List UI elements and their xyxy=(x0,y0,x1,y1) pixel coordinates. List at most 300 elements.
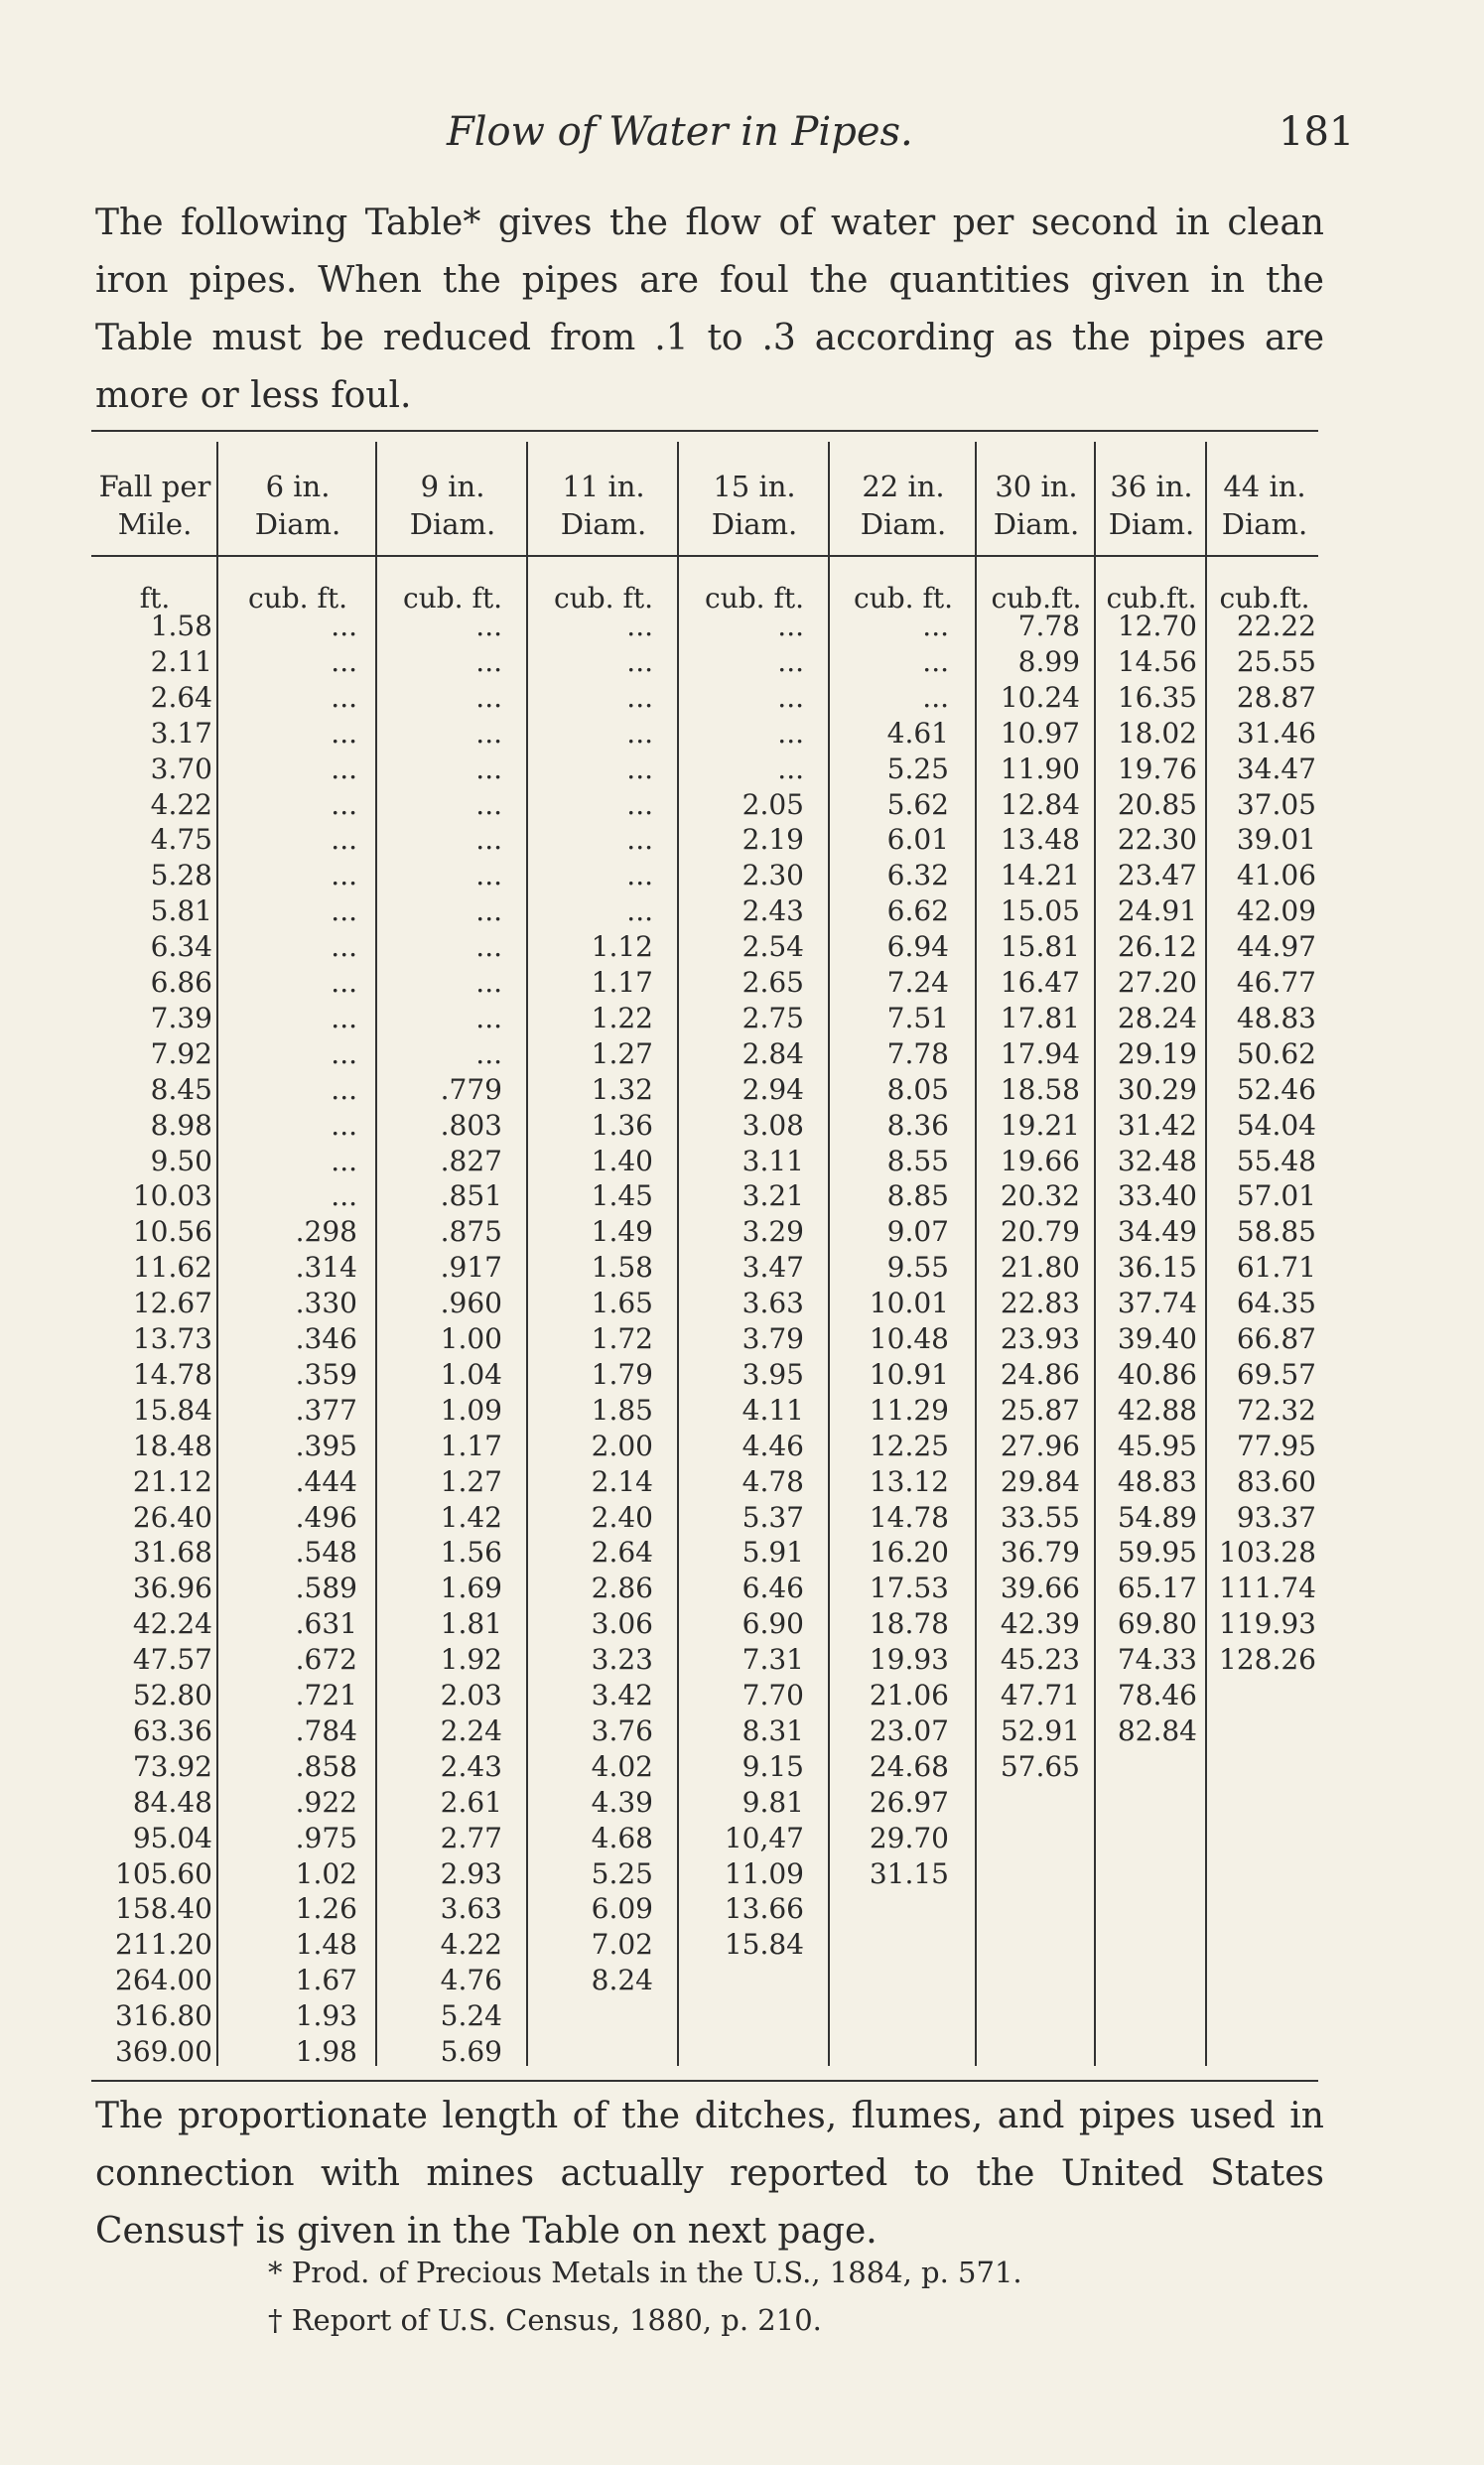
column-header-line: Diam. xyxy=(993,507,1080,541)
flow-cell: 22.22 xyxy=(1236,610,1316,642)
flow-cell: 26.12 xyxy=(1117,930,1197,964)
flow-cell: 2.84 xyxy=(742,1036,804,1070)
flow-cell: ... xyxy=(475,680,502,714)
flow-cell: 16.35 xyxy=(1117,680,1197,714)
flow-cell: 42.39 xyxy=(1000,1607,1080,1641)
flow-cell: ... xyxy=(475,1036,502,1070)
flow-cell: 9.81 xyxy=(742,1785,804,1819)
flow-cell: 21.06 xyxy=(869,1679,949,1712)
flow-cell: ... xyxy=(331,680,357,714)
flow-cell: 6.01 xyxy=(886,823,949,857)
flow-cell: 93.37 xyxy=(1236,1500,1316,1534)
fall-per-mile-cell: 5.28 xyxy=(150,859,212,892)
flow-cell: .784 xyxy=(295,1713,357,1747)
flow-cell: 61.71 xyxy=(1236,1251,1316,1285)
flow-cell: 7.24 xyxy=(886,966,949,999)
flow-cell: 69.57 xyxy=(1236,1357,1316,1391)
flow-cell: ... xyxy=(777,752,804,785)
fall-per-mile-cell: 84.48 xyxy=(132,1785,212,1819)
flow-cell: 23.07 xyxy=(869,1713,949,1747)
column-header-line: Diam. xyxy=(711,507,798,541)
flow-cell: 29.84 xyxy=(1000,1464,1080,1498)
flow-cell: 2.03 xyxy=(440,1679,502,1712)
flow-cell: 54.04 xyxy=(1236,1108,1316,1142)
flow-cell: ... xyxy=(626,644,653,678)
unit-label: cub.ft. xyxy=(1219,582,1310,615)
flow-cell: .721 xyxy=(295,1679,357,1712)
flow-cell: 4.68 xyxy=(591,1821,653,1854)
flow-cell: ... xyxy=(475,823,502,857)
flow-cell: 3.63 xyxy=(440,1892,502,1926)
flow-cell: 12.70 xyxy=(1117,610,1197,642)
flow-cell: 6.32 xyxy=(886,859,949,892)
flow-cell: 39.66 xyxy=(1000,1572,1080,1605)
flow-cell: 1.69 xyxy=(440,1572,502,1605)
flow-cell: 1.22 xyxy=(591,1001,653,1034)
fall-per-mile-cell: 11.62 xyxy=(132,1251,212,1285)
flow-cell: .803 xyxy=(440,1108,502,1142)
flow-cell: 3.23 xyxy=(591,1643,653,1677)
fall-per-mile-cell: 18.48 xyxy=(132,1429,212,1462)
flow-cell: .827 xyxy=(440,1144,502,1177)
fall-per-mile-cell: 13.73 xyxy=(132,1322,212,1355)
fall-per-mile-cell: 9.50 xyxy=(150,1144,212,1177)
flow-cell: 11.90 xyxy=(1000,752,1080,785)
flow-cell: 3.06 xyxy=(591,1607,653,1641)
flow-cell: 1.17 xyxy=(591,966,653,999)
fall-per-mile-cell: 158.40 xyxy=(115,1892,212,1926)
flow-cell: 9.07 xyxy=(886,1215,949,1249)
flow-cell: 11.09 xyxy=(724,1856,804,1890)
flow-cell: 33.55 xyxy=(1000,1500,1080,1534)
flow-cell: 16.47 xyxy=(1000,966,1080,999)
flow-cell: 7.02 xyxy=(591,1928,653,1962)
flow-cell: 13.12 xyxy=(869,1464,949,1498)
flow-cell: .672 xyxy=(295,1643,357,1677)
flow-cell: 7.51 xyxy=(886,1001,949,1034)
flow-cell: ... xyxy=(331,859,357,892)
fall-per-mile-cell: 8.45 xyxy=(150,1072,212,1106)
flow-cell: 28.87 xyxy=(1236,680,1316,714)
column-header xyxy=(679,468,830,543)
flow-cell: 1.92 xyxy=(440,1643,502,1677)
flow-cell: 59.95 xyxy=(1117,1536,1197,1570)
flow-cell: 2.86 xyxy=(591,1572,653,1605)
table-top-rule xyxy=(91,430,1318,432)
flow-cell: 1.02 xyxy=(295,1856,357,1890)
flow-cell: 18.02 xyxy=(1117,716,1197,750)
flow-cell: 10,47 xyxy=(724,1821,804,1854)
column-header xyxy=(830,468,977,543)
flow-cell: 45.23 xyxy=(1000,1643,1080,1677)
fall-per-mile-cell: 26.40 xyxy=(132,1500,212,1534)
flow-cell: 7.78 xyxy=(886,1036,949,1070)
fall-per-mile-cell: 14.78 xyxy=(132,1357,212,1391)
flow-cell: 1.12 xyxy=(591,930,653,964)
column-header xyxy=(91,468,218,543)
fall-per-mile-cell: 316.80 xyxy=(115,1999,212,2033)
flow-cell: ... xyxy=(475,966,502,999)
flow-cell: 2.19 xyxy=(742,823,804,857)
flow-cell: 10.91 xyxy=(869,1357,949,1391)
flow-cell: ... xyxy=(922,644,949,678)
flow-cell: 9.55 xyxy=(886,1251,949,1285)
flow-cell: 1.27 xyxy=(591,1036,653,1070)
flow-cell: 39.40 xyxy=(1117,1322,1197,1355)
flow-cell: 25.55 xyxy=(1236,644,1316,678)
flow-cell: 2.14 xyxy=(591,1464,653,1498)
fall-per-mile-cell: 42.24 xyxy=(132,1607,212,1641)
fall-per-mile-cell: 7.39 xyxy=(150,1001,212,1034)
flow-cell: .922 xyxy=(295,1785,357,1819)
flow-cell: 4.39 xyxy=(591,1785,653,1819)
flow-cell: .589 xyxy=(295,1572,357,1605)
fall-per-mile-cell: 10.03 xyxy=(132,1179,212,1213)
flow-cell: 3.42 xyxy=(591,1679,653,1712)
flow-cell: 4.78 xyxy=(742,1464,804,1498)
page-header xyxy=(0,109,1484,169)
flow-cell: 19.21 xyxy=(1000,1108,1080,1142)
flow-cell: 37.05 xyxy=(1236,787,1316,821)
flow-cell: 1.49 xyxy=(591,1215,653,1249)
flow-cell: 34.49 xyxy=(1117,1215,1197,1249)
flow-cell: ... xyxy=(331,1036,357,1070)
flow-cell: ... xyxy=(922,610,949,642)
flow-cell: 7.70 xyxy=(742,1679,804,1712)
fall-per-mile-cell: 264.00 xyxy=(115,1964,212,1997)
flow-cell: 3.08 xyxy=(742,1108,804,1142)
flow-cell: 4.76 xyxy=(440,1964,502,1997)
flow-cell: 4.11 xyxy=(742,1393,804,1427)
flow-cell: 77.95 xyxy=(1236,1429,1316,1462)
flow-cell: ... xyxy=(475,752,502,785)
flow-cell: 33.40 xyxy=(1117,1179,1197,1213)
flow-cell: 18.58 xyxy=(1000,1072,1080,1106)
flow-cell: ... xyxy=(331,1144,357,1177)
flow-cell: 22.83 xyxy=(1000,1287,1080,1320)
flow-cell: 5.69 xyxy=(440,2035,502,2068)
flow-cell: 11.29 xyxy=(869,1393,949,1427)
flow-cell: 119.93 xyxy=(1219,1607,1316,1641)
flow-cell: 2.65 xyxy=(742,966,804,999)
flow-cell: 1.72 xyxy=(591,1322,653,1355)
fall-per-mile-cell: 15.84 xyxy=(132,1393,212,1427)
flow-cell: ... xyxy=(475,610,502,642)
flow-cell: 26.97 xyxy=(869,1785,949,1819)
column-header-line: 15 in. xyxy=(713,470,796,503)
flow-cell: 54.89 xyxy=(1117,1500,1197,1534)
flow-cell: .377 xyxy=(295,1393,357,1427)
flow-cell: 44.97 xyxy=(1236,930,1316,964)
flow-cell: 1.40 xyxy=(591,1144,653,1177)
flow-cell: .875 xyxy=(440,1215,502,1249)
flow-cell: 20.32 xyxy=(1000,1179,1080,1213)
flow-cell: 21.80 xyxy=(1000,1251,1080,1285)
column-header-line: 9 in. xyxy=(420,470,485,503)
flow-cell: 3.76 xyxy=(591,1713,653,1747)
flow-cell: 15.81 xyxy=(1000,930,1080,964)
column-header-line: 30 in. xyxy=(995,470,1078,503)
flow-cell: 17.94 xyxy=(1000,1036,1080,1070)
flow-cell: 78.46 xyxy=(1117,1679,1197,1712)
running-title: Flow of Water in Pipes. xyxy=(447,109,913,155)
flow-cell: 19.76 xyxy=(1117,752,1197,785)
flow-cell: 4.02 xyxy=(591,1749,653,1783)
flow-cell: 5.25 xyxy=(886,752,949,785)
flow-cell: 69.80 xyxy=(1117,1607,1197,1641)
flow-cell: 2.05 xyxy=(742,787,804,821)
flow-cell: 6.90 xyxy=(742,1607,804,1641)
flow-cell: ... xyxy=(626,787,653,821)
flow-cell: ... xyxy=(475,859,502,892)
flow-cell: .631 xyxy=(295,1607,357,1641)
flow-cell: 5.62 xyxy=(886,787,949,821)
fall-per-mile-cell: 4.75 xyxy=(150,823,212,857)
flow-cell: .444 xyxy=(295,1464,357,1498)
fall-per-mile-cell: 7.92 xyxy=(150,1036,212,1070)
flow-cell: 3.47 xyxy=(742,1251,804,1285)
flow-cell: 3.29 xyxy=(742,1215,804,1249)
flow-cell: 128.26 xyxy=(1219,1643,1316,1677)
flow-cell: 28.24 xyxy=(1117,1001,1197,1034)
fall-per-mile-cell: 63.36 xyxy=(132,1713,212,1747)
flow-cell: 3.95 xyxy=(742,1357,804,1391)
fall-per-mile-cell: 3.70 xyxy=(150,752,212,785)
fall-per-mile-cell: 3.17 xyxy=(150,716,212,750)
flow-cell: 58.85 xyxy=(1236,1215,1316,1249)
flow-cell: ... xyxy=(475,1001,502,1034)
flow-cell: 50.62 xyxy=(1236,1036,1316,1070)
flow-cell: 111.74 xyxy=(1219,1572,1316,1605)
flow-cell: 10.97 xyxy=(1000,716,1080,750)
flow-cell: 5.24 xyxy=(440,1999,502,2033)
flow-cell: ... xyxy=(331,930,357,964)
column-header-line: 36 in. xyxy=(1110,470,1193,503)
flow-cell: ... xyxy=(626,894,653,928)
unit-label: cub. ft. xyxy=(854,582,953,615)
flow-cell: 5.37 xyxy=(742,1500,804,1534)
flow-cell: 1.48 xyxy=(295,1928,357,1962)
flow-cell: 34.47 xyxy=(1236,752,1316,785)
column-header-line: Mile. xyxy=(117,507,193,541)
unit-label: cub.ft. xyxy=(991,582,1082,615)
flow-cell: 17.53 xyxy=(869,1572,949,1605)
flow-cell: .851 xyxy=(440,1179,502,1213)
flow-cell: 4.61 xyxy=(886,716,949,750)
column-header xyxy=(977,468,1096,543)
flow-cell: 64.35 xyxy=(1236,1287,1316,1320)
flow-cell: ... xyxy=(475,787,502,821)
flow-cell: 48.83 xyxy=(1236,1001,1316,1034)
flow-cell: 14.56 xyxy=(1117,644,1197,678)
flow-cell: 1.26 xyxy=(295,1892,357,1926)
flow-cell: 2.94 xyxy=(742,1072,804,1106)
column-header-line: Diam. xyxy=(409,507,496,541)
flow-cell: 31.42 xyxy=(1117,1108,1197,1142)
fall-per-mile-cell: 2.11 xyxy=(150,644,212,678)
flow-cell: 48.83 xyxy=(1117,1464,1197,1498)
flow-cell: 2.24 xyxy=(440,1713,502,1747)
footnotes xyxy=(268,2249,1022,2344)
flow-cell: ... xyxy=(475,930,502,964)
fall-per-mile-cell: 211.20 xyxy=(115,1928,212,1962)
flow-cell: 2.61 xyxy=(440,1785,502,1819)
column-header xyxy=(1096,468,1207,543)
flow-cell: ... xyxy=(331,787,357,821)
flow-cell: 3.11 xyxy=(742,1144,804,1177)
flow-cell: ... xyxy=(331,752,357,785)
unit-label: cub.ft. xyxy=(1106,582,1197,615)
flow-cell: 20.85 xyxy=(1117,787,1197,821)
flow-cell: 2.00 xyxy=(591,1429,653,1462)
flow-cell: 8.24 xyxy=(591,1964,653,1997)
flow-cell: 31.15 xyxy=(869,1856,949,1890)
page-number: 181 xyxy=(1279,109,1355,155)
column-header-line: Diam. xyxy=(1108,507,1195,541)
flow-cell: .314 xyxy=(295,1251,357,1285)
flow-cell: 57.01 xyxy=(1236,1179,1316,1213)
column-header-line: Diam. xyxy=(1221,507,1308,541)
column-header-line: Diam. xyxy=(254,507,341,541)
column-header-line: Diam. xyxy=(560,507,647,541)
flow-cell: 39.01 xyxy=(1236,823,1316,857)
flow-cell: 2.64 xyxy=(591,1536,653,1570)
unit-label: cub. ft. xyxy=(403,582,502,615)
flow-cell: ... xyxy=(475,894,502,928)
flow-cell: ... xyxy=(777,644,804,678)
flow-cell: 15.05 xyxy=(1000,894,1080,928)
flow-cell: 8.05 xyxy=(886,1072,949,1106)
flow-cell: .395 xyxy=(295,1429,357,1462)
flow-cell: 72.32 xyxy=(1236,1393,1316,1427)
flow-cell: 3.63 xyxy=(742,1287,804,1320)
flow-cell: ... xyxy=(331,1072,357,1106)
flow-cell: ... xyxy=(331,1179,357,1213)
flow-cell: 4.22 xyxy=(440,1928,502,1962)
flow-cell: 8.31 xyxy=(742,1713,804,1747)
flow-cell: 8.36 xyxy=(886,1108,949,1142)
footnote-1: * Prod. of Precious Metals in the U.S., 1884, p. 571. xyxy=(268,2256,1022,2289)
flow-cell: 8.85 xyxy=(886,1179,949,1213)
flow-cell: 66.87 xyxy=(1236,1322,1316,1355)
flow-cell: 14.21 xyxy=(1000,859,1080,892)
flow-cell: 32.48 xyxy=(1117,1144,1197,1177)
fall-per-mile-cell: 12.67 xyxy=(132,1287,212,1320)
flow-cell: 2.93 xyxy=(440,1856,502,1890)
flow-cell: 40.86 xyxy=(1117,1357,1197,1391)
column-header xyxy=(377,468,528,543)
flow-cell: 3.79 xyxy=(742,1322,804,1355)
flow-cell: .496 xyxy=(295,1500,357,1534)
flow-cell: 20.79 xyxy=(1000,1215,1080,1249)
flow-cell: 10.24 xyxy=(1000,680,1080,714)
flow-cell: 83.60 xyxy=(1236,1464,1316,1498)
flow-cell: 19.66 xyxy=(1000,1144,1080,1177)
flow-cell: 103.28 xyxy=(1219,1536,1316,1570)
flow-cell: ... xyxy=(626,610,653,642)
flow-cell: 9.15 xyxy=(742,1749,804,1783)
flow-cell: 74.33 xyxy=(1117,1643,1197,1677)
flow-cell: ... xyxy=(331,966,357,999)
flow-cell: 30.29 xyxy=(1117,1072,1197,1106)
flow-cell: 22.30 xyxy=(1117,823,1197,857)
flow-cell: .917 xyxy=(440,1251,502,1285)
flow-cell: 2.40 xyxy=(591,1500,653,1534)
flow-cell: ... xyxy=(331,610,357,642)
column-header xyxy=(1207,468,1322,543)
fall-per-mile-cell: 1.58 xyxy=(150,610,212,642)
flow-cell: 6.09 xyxy=(591,1892,653,1926)
flow-cell: 65.17 xyxy=(1117,1572,1197,1605)
flow-cell: 18.78 xyxy=(869,1607,949,1641)
fall-per-mile-cell: 369.00 xyxy=(115,2035,212,2068)
column-header xyxy=(218,468,377,543)
column-header-line: 22 in. xyxy=(862,470,945,503)
table-bottom-rule xyxy=(91,2080,1318,2082)
flow-cell: 16.20 xyxy=(869,1536,949,1570)
flow-cell: 23.93 xyxy=(1000,1322,1080,1355)
flow-cell: 1.45 xyxy=(591,1179,653,1213)
flow-table xyxy=(91,430,1322,2070)
flow-cell: 7.31 xyxy=(742,1643,804,1677)
flow-cell: 42.88 xyxy=(1117,1393,1197,1427)
flow-cell: 1.27 xyxy=(440,1464,502,1498)
footnote-2: † Report of U.S. Census, 1880, p. 210. xyxy=(268,2303,822,2337)
flow-cell: 82.84 xyxy=(1117,1713,1197,1747)
flow-cell: 14.78 xyxy=(869,1500,949,1534)
flow-cell: 2.54 xyxy=(742,930,804,964)
unit-label: cub. ft. xyxy=(248,582,347,615)
flow-cell: ... xyxy=(331,644,357,678)
flow-cell: ... xyxy=(777,610,804,642)
flow-cell: 1.65 xyxy=(591,1287,653,1320)
flow-cell: 19.93 xyxy=(869,1643,949,1677)
flow-cell: ... xyxy=(626,859,653,892)
flow-cell: 2.75 xyxy=(742,1001,804,1034)
flow-cell: .346 xyxy=(295,1322,357,1355)
flow-cell: 1.93 xyxy=(295,1999,357,2033)
unit-label: cub. ft. xyxy=(554,582,653,615)
fall-per-mile-cell: 4.22 xyxy=(150,787,212,821)
column-header-line: 11 in. xyxy=(562,470,645,503)
flow-cell: 1.81 xyxy=(440,1607,502,1641)
fall-per-mile-cell: 73.92 xyxy=(132,1749,212,1783)
flow-cell: 7.78 xyxy=(1017,610,1080,642)
flow-cell: .858 xyxy=(295,1749,357,1783)
flow-cell: ... xyxy=(331,894,357,928)
flow-cell: 29.70 xyxy=(869,1821,949,1854)
flow-cell: 2.77 xyxy=(440,1821,502,1854)
column-header-line: Diam. xyxy=(860,507,947,541)
flow-cell: 42.09 xyxy=(1236,894,1316,928)
flow-cell: 1.36 xyxy=(591,1108,653,1142)
flow-cell: 24.86 xyxy=(1000,1357,1080,1391)
flow-cell: 1.04 xyxy=(440,1357,502,1391)
fall-per-mile-cell: 47.57 xyxy=(132,1643,212,1677)
flow-cell: 52.46 xyxy=(1236,1072,1316,1106)
column-header-line: 6 in. xyxy=(265,470,331,503)
flow-cell: 1.17 xyxy=(440,1429,502,1462)
flow-cell: 13.48 xyxy=(1000,823,1080,857)
flow-cell: ... xyxy=(626,716,653,750)
flow-cell: .779 xyxy=(440,1072,502,1106)
flow-cell: 5.25 xyxy=(591,1856,653,1890)
flow-cell: ... xyxy=(475,716,502,750)
fall-per-mile-cell: 6.34 xyxy=(150,930,212,964)
flow-cell: 47.71 xyxy=(1000,1679,1080,1712)
flow-cell: 1.32 xyxy=(591,1072,653,1106)
flow-cell: 2.43 xyxy=(440,1749,502,1783)
